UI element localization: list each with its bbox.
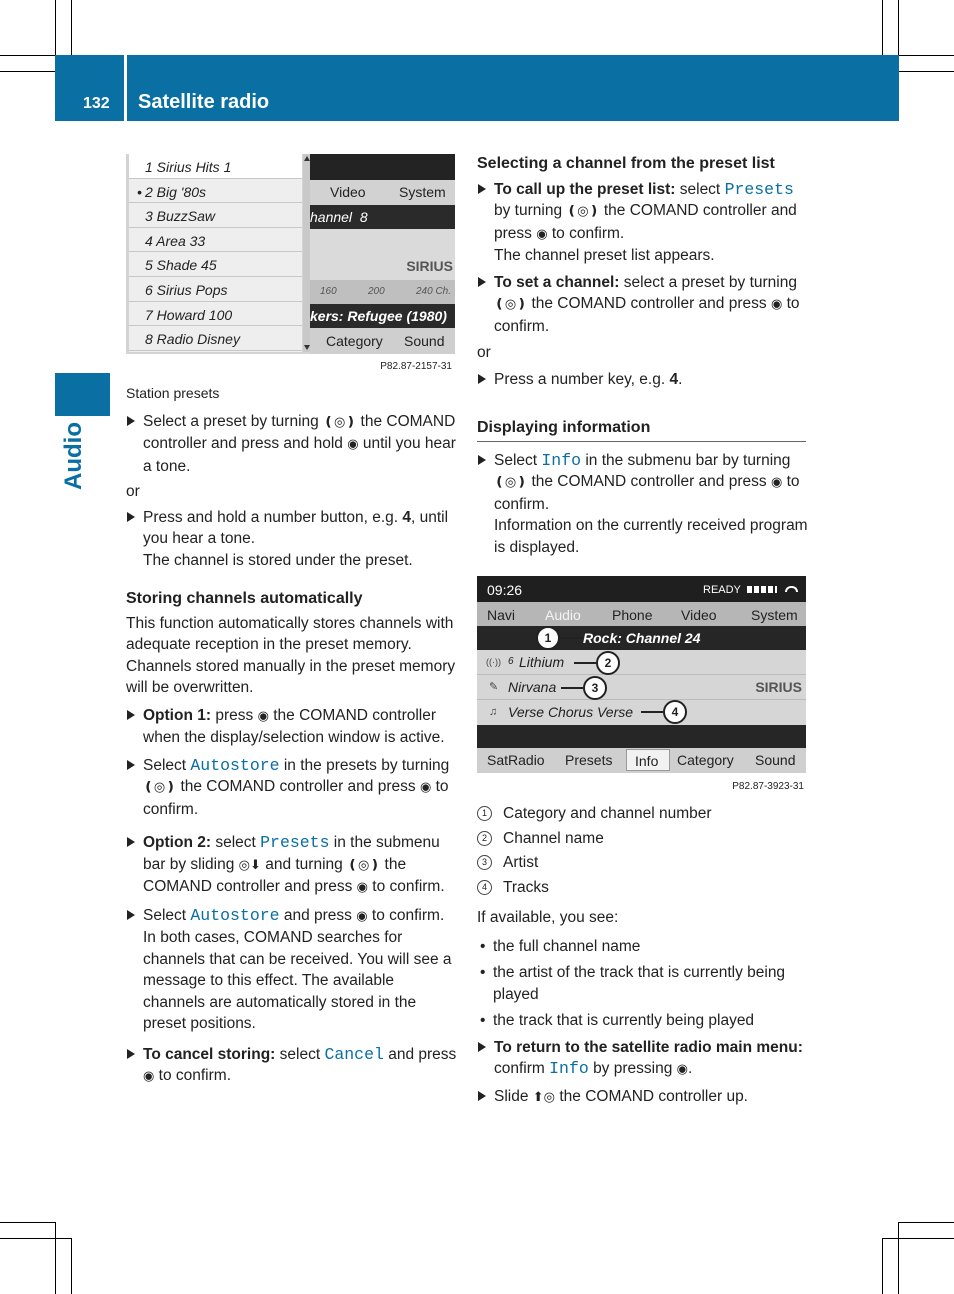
preset-item: 3 BuzzSaw (129, 203, 302, 228)
turn-icon: ❪◎❫ (494, 297, 528, 312)
side-tab-label: Audio (60, 422, 87, 490)
callout-line (641, 711, 663, 713)
step-item: Press a number key, e.g. 4. (477, 369, 809, 391)
section-heading: Displaying information (477, 419, 651, 436)
side-tab (55, 373, 110, 416)
crop-mark (71, 1238, 72, 1294)
scale-200: 200 (368, 286, 385, 297)
menu-keyword: Info (549, 1059, 589, 1078)
step-item: To call up the preset list: select Presets by turning ❪◎❫ the COMAND controller and press ◉ to confirm. The channel preset list appears. (477, 179, 809, 267)
arrow-icon (127, 1049, 135, 1059)
callout-3: 3 (583, 676, 607, 700)
callout-line (574, 662, 596, 664)
arrow-icon (478, 1091, 486, 1101)
slide-down-icon: ◎⬇ (238, 857, 261, 873)
page-header (55, 55, 899, 121)
press-icon: ◉ (676, 1062, 688, 1077)
crop-mark (898, 0, 899, 55)
preset-item: 1 Sirius Hits 1 (129, 154, 302, 179)
press-icon: ◉ (770, 297, 783, 312)
step-item: To set a channel: select a preset by turning ❪◎❫ the COMAND controller and press ◉ to confirm. (477, 272, 809, 338)
dark-band (310, 154, 455, 180)
turn-icon: ❪◎❫ (494, 475, 528, 490)
turn-icon: ❪◎❫ (143, 780, 177, 795)
step-result: The channel is stored under the preset. (143, 551, 413, 569)
step-result: Information on the currently received program is displayed. (494, 517, 808, 556)
section-heading: Storing channels automatically (126, 590, 363, 607)
arrow-icon (127, 910, 135, 920)
tab-sound: Sound (755, 752, 796, 768)
track-name: Verse Chorus Verse (508, 704, 634, 720)
artist-icon: ✎ (489, 681, 499, 693)
turn-icon: ❪◎❫ (566, 204, 600, 219)
signal-icon (747, 586, 777, 593)
crop-mark (0, 1222, 55, 1223)
arrow-icon (127, 512, 135, 522)
scale-240: 240 Ch. (416, 286, 452, 297)
press-icon: ◉ (257, 708, 269, 724)
callout-1: 1 (536, 626, 560, 650)
menu-system: System (399, 184, 446, 200)
antenna-icon: ((·)) (486, 657, 501, 667)
track-bar (310, 304, 455, 328)
preset-item: 7 Howard 100 (129, 302, 302, 327)
press-icon: ◉ (356, 908, 368, 924)
tab-sound: Sound (404, 333, 445, 349)
step-item: Press and hold a number button, e.g. 4, until you hear a tone. The channel is stored under the preset. (126, 507, 458, 572)
menu-keyword: Presets (260, 833, 330, 852)
bullet-item: • the track that is currently being played (477, 1010, 809, 1032)
track-fragment: kers: Refugee (1980) (310, 308, 447, 324)
legend-item: 1 Category and channel number (477, 803, 809, 825)
legend-item: 4 Tracks (477, 877, 809, 899)
legend-item: 3 Artist (477, 852, 809, 874)
turn-icon: ❪◎❫ (347, 857, 381, 873)
callout-line (559, 637, 583, 639)
step-item: Select Autostore and press ◉ to confirm. In both cases, COMAND searches for channels that can be received. You will see a message to this effect. The available channels are automatically stored in the preset positions. (126, 905, 458, 1035)
preset-item: 6 Sirius Pops (129, 277, 302, 302)
channel-prefix: 6 (508, 656, 514, 667)
crop-mark (882, 1238, 954, 1239)
info-area (477, 650, 806, 725)
menu-video: Video (330, 184, 366, 200)
tab-satradio: SatRadio (487, 752, 545, 768)
section-title: Satellite radio (138, 91, 270, 113)
bullet-item: • the artist of the track that is currently being played (477, 962, 809, 1005)
background-screen (310, 154, 455, 354)
press-icon: ◉ (143, 1069, 155, 1084)
crop-mark (55, 0, 56, 55)
sirius-logo: SIRIUS (406, 258, 453, 274)
crop-mark (55, 1222, 56, 1294)
crop-mark (0, 55, 55, 56)
crop-mark (898, 1222, 899, 1294)
crop-mark (899, 55, 954, 56)
arrow-icon (478, 184, 486, 194)
right-column-bottom (477, 803, 809, 1108)
info-area (310, 229, 455, 280)
section-heading: Selecting a channel from the preset list (477, 155, 775, 172)
press-icon: ◉ (770, 475, 783, 490)
slide-up-icon: ⬆◎ (532, 1089, 556, 1105)
phone-icon (785, 586, 798, 592)
tab-category: Category (677, 752, 734, 768)
arrow-icon (127, 416, 135, 426)
tab-presets: Presets (565, 752, 613, 768)
channel-bar (310, 205, 455, 229)
menu-bar (310, 180, 455, 205)
step-result: In both cases, COMAND searches for channels that can be received. You will see a message to this effect. The available channels are automatically stored in the preset positions. (143, 929, 452, 1032)
station-presets-screen (126, 154, 455, 354)
artist-name: Nirvana (508, 679, 557, 695)
tab-info: Info (626, 749, 670, 771)
menu-phone: Phone (612, 607, 653, 623)
crop-mark (899, 1222, 954, 1223)
preset-item: 5 Shade 45 (129, 252, 302, 277)
tab-bar (477, 748, 806, 773)
crop-mark (882, 1238, 883, 1294)
press-icon: ◉ (347, 437, 359, 452)
turn-icon: ❪◎❫ (323, 414, 357, 430)
arrow-icon (478, 1042, 486, 1052)
bottom-bar (310, 328, 455, 354)
menu-keyword: Info (541, 450, 582, 470)
arrow-icon (478, 374, 486, 384)
step-result: The channel preset list appears. (494, 247, 715, 264)
channel-row (477, 650, 806, 675)
figure-caption: Station presets (126, 385, 220, 401)
figure-code: P82.87-3923-31 (732, 781, 804, 792)
press-icon: ◉ (419, 780, 432, 795)
preset-item: 4 Area 33 (129, 228, 302, 253)
step-item: To return to the satellite radio main menu: confirm Info by pressing ◉. (477, 1037, 809, 1081)
step-item: Option 1: press ◉ the COMAND controller when the display/selection window is active. (126, 705, 458, 749)
menu-bar (477, 602, 806, 626)
menu-keyword: Presets (724, 179, 794, 199)
callout-line (561, 687, 583, 689)
arrow-icon (127, 760, 135, 770)
scale-160: 160 (320, 286, 337, 297)
left-column (126, 383, 458, 1088)
empty-dark-bar (477, 725, 806, 748)
step-item: Select Info in the submenu bar by turning ❪◎❫ the COMAND controller and press ◉ to confirm. Information on the currently received program is displayed. (477, 450, 809, 559)
step-item: Slide ⬆◎ the COMAND controller up. (477, 1086, 809, 1109)
channel-name: Lithium (519, 654, 565, 670)
legend-item: 2 Channel name (477, 828, 809, 850)
menu-system: System (751, 607, 798, 623)
callout-4: 4 (663, 700, 687, 724)
category-channel: Rock: Channel 24 (583, 630, 701, 646)
menu-keyword: Autostore (190, 905, 280, 925)
status-bar (477, 576, 806, 602)
status-ready: READY (703, 584, 741, 596)
preset-list (129, 154, 302, 352)
preset-item: • 2 Big '80s (129, 179, 302, 204)
paragraph: If available, you see: (477, 909, 619, 926)
arrow-icon (127, 710, 135, 720)
callout-2: 2 (596, 651, 620, 675)
step-item: Option 2: select Presets in the submenu bar by sliding ◎⬇ and turning ❪◎❫ the COMAND controller and press ◉ to confirm. (126, 832, 458, 899)
menu-navi: Navi (487, 607, 516, 623)
info-screen (477, 576, 806, 773)
heading-rule (477, 441, 806, 442)
channel-fragment: hannel 8 (310, 209, 368, 225)
paragraph: This function automatically stores channels with adequate reception in the preset memory. Channels stored manually in the preset memory will be overwritten. (126, 614, 456, 696)
tab-category: Category (326, 333, 383, 349)
bullet-item: • the full channel name (477, 936, 809, 958)
page-number: 132 (83, 95, 110, 112)
artist-row (477, 675, 806, 700)
menu-keyword: Cancel (324, 1044, 384, 1064)
crop-mark (0, 1238, 72, 1239)
right-column-top (477, 153, 809, 558)
arrow-icon (127, 837, 135, 847)
menu-audio: Audio (545, 607, 581, 623)
arrow-icon (478, 277, 486, 287)
press-icon: ◉ (356, 880, 368, 895)
or-text: or (477, 344, 491, 361)
category-bar (477, 626, 806, 650)
arrow-icon (478, 455, 486, 465)
sirius-logo: SIRIUS (755, 679, 802, 695)
step-item: To cancel storing: select Cancel and press ◉ to confirm. (126, 1044, 458, 1088)
scale-bar (310, 280, 455, 304)
menu-keyword: Autostore (190, 755, 280, 775)
press-icon: ◉ (536, 226, 548, 242)
note-icon: ♫ (489, 706, 498, 718)
menu-video: Video (681, 607, 717, 623)
preset-item: 8 Radio Disney (129, 326, 302, 351)
figure-code: P82.87-2157-31 (380, 361, 452, 372)
or-text: or (126, 483, 140, 500)
clock: 09:26 (487, 582, 523, 598)
step-item: Select Autostore in the presets by turning ❪◎❫ the COMAND controller and press ◉ to confirm. (126, 755, 458, 821)
scrollbar (303, 154, 310, 352)
header-separator (124, 55, 127, 121)
step-item: Select a preset by turning ❪◎❫ the COMAND controller and press and hold ◉ until you hear a tone. (126, 411, 458, 478)
